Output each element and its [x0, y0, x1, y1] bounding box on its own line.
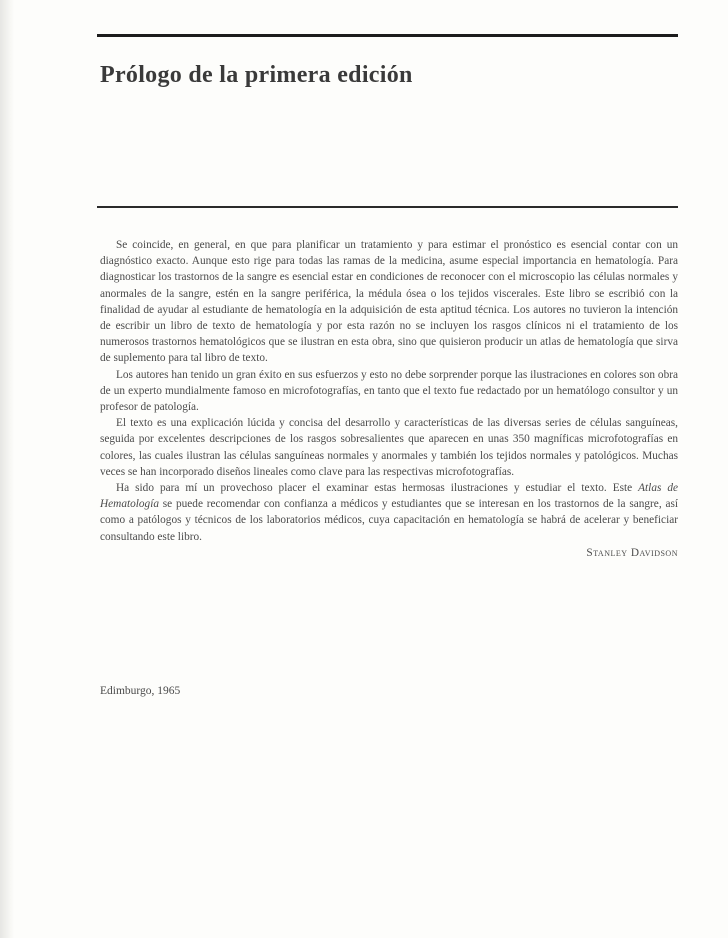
- book-title-italic: Atlas de Hematología: [100, 482, 678, 511]
- section-rule: [97, 206, 678, 208]
- page-title: Prólogo de la primera edición: [100, 62, 413, 88]
- paragraph-2: Los autores han tenido un gran éxito en sus esfuerzos y esto no debe sorprender porque las ilustraciones en colores son obra de un experto mundialmente famoso en microfotografías, en tanto que el texto fue redactado por un hematólogo consultor y un profesor de patología.: [100, 368, 678, 414]
- top-rule: [97, 34, 678, 37]
- page-edge-shadow: [0, 0, 14, 938]
- paragraph-3: El texto es una explicación lúcida y concisa del desarrollo y características de las diversas series de células sanguíneas, seguida por excelentes descripciones de los rasgos sobresalientes que aparecen en unas 350 magníficas microfotografías en colores, las cuales ilustran las células sanguíneas normales y anormales y también los tejidos normales y patológicos. Muchas veces se han incorporado diseños lineales como clave para las respectivas microfotografías.: [100, 417, 678, 478]
- paragraph-4: [100, 480, 678, 545]
- place-date: Edimburgo, 1965: [100, 685, 181, 697]
- author-signature: Stanley Davidson: [586, 546, 678, 559]
- closing-text-start: Ha sido para mí un provechoso placer el examinar estas hermosas ilustraciones y estudiar el texto. Este: [116, 482, 639, 495]
- paragraph-1: Se coincide, en general, en que para planificar un tratamiento y para estimar el pronóstico es esencial contar con un diagnóstico exacto. Aunque esto rige para todas las ramas de la medicina, asume especial importancia en hematología. Para diagnosticar los trastornos de la sangre es esencial estar en condiciones de reconocer con el microscopio las células normales y anormales de la sangre, estén en la sangre periférica, la médula ósea o los tejidos viscerales. Este libro se escribió con la finalidad de ayudar al estudiante de hematología en la adquisición de esta aptitud técnica. Los autores no tuvieron la intención de escribir un libro de texto de hematología y por esta razón no se incluyen los rasgos clínicos ni el tratamiento de los numerosos trastornos hematológicos que se ilustran en esta obra, sino que quisieron producir un atlas de hematología que sirva de suplemento para tal libro de texto.: [100, 239, 678, 365]
- prologue-body: [100, 237, 678, 561]
- closing-text-end: se puede recomendar con confianza a médicos y estudiantes que se interesan en los trastornos de la sangre, así como a patólogos y técnicos de los laboratorios médicos, cuya capacitación en hematología se habrá de acelerar y beneficiar consultando este libro.: [100, 498, 678, 543]
